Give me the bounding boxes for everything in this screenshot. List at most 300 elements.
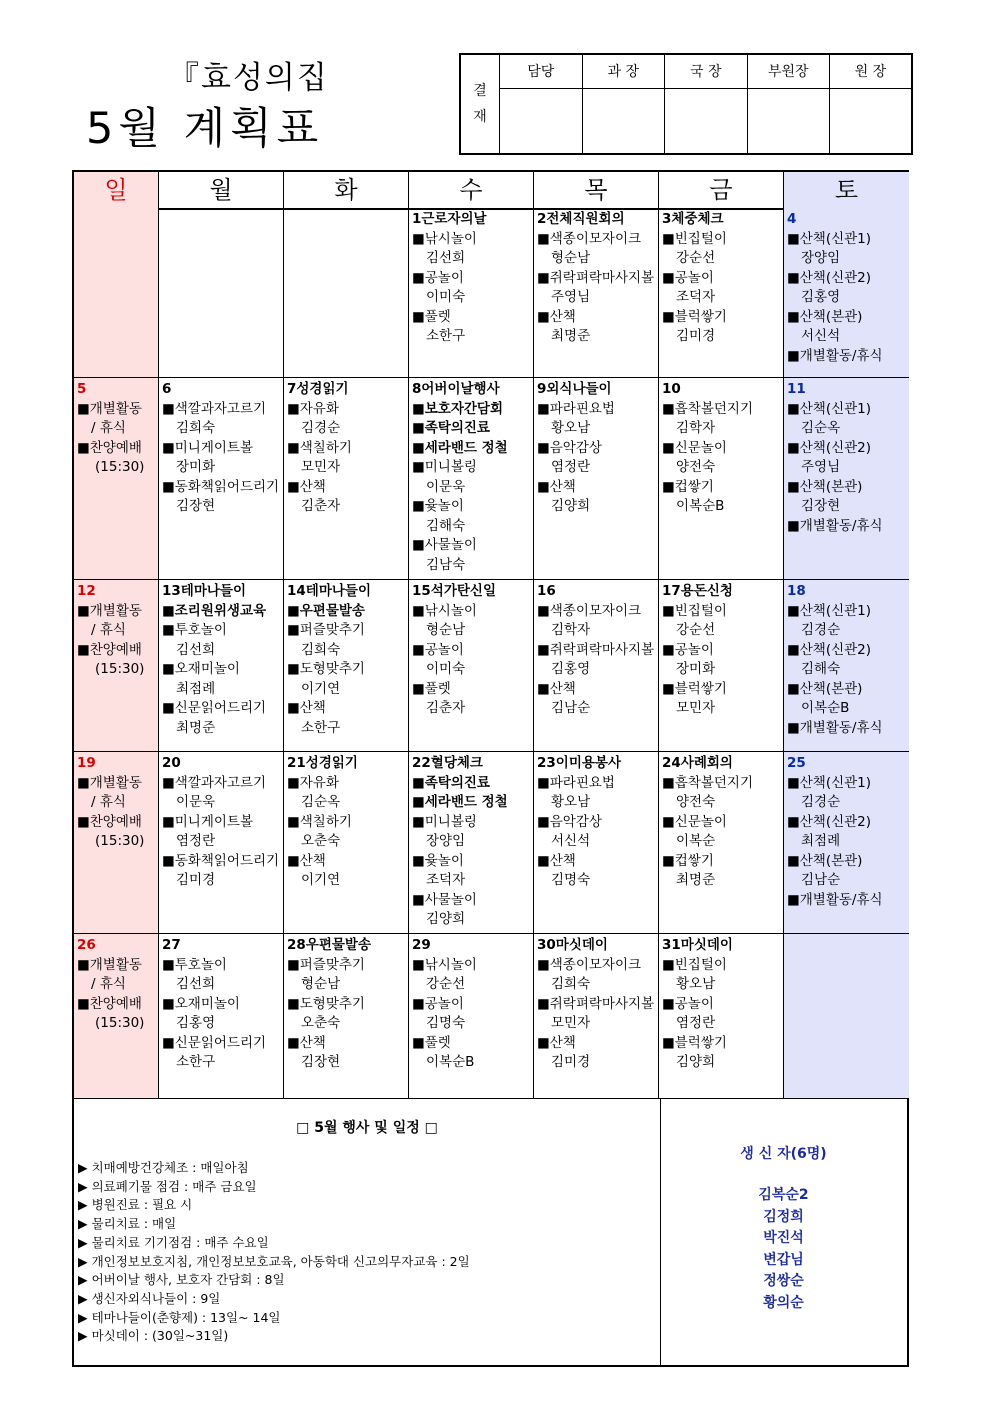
activity-detail: 김희숙 — [551, 976, 591, 992]
birthday-name: 변갑님 — [763, 1251, 804, 1268]
event-item: ▶ 개인정보보호지침, 개인정보보호교육, 아동학대 신고의무자교육 : 2일 — [78, 1253, 470, 1269]
activity-detail: 김남숙 — [426, 556, 466, 573]
activity-item: ■산책 — [287, 1034, 326, 1051]
activity-item: ■윷놀이 — [412, 852, 464, 869]
day-number: 12 — [77, 583, 96, 599]
activity-item: ■족탁의진료 — [412, 420, 490, 436]
activity-item: ■미니게이트볼 — [162, 439, 254, 456]
activity-detail: 김양희 — [551, 498, 591, 514]
day-number: 8어버이날행사 — [412, 381, 500, 397]
activity-item: ■풀렛 — [412, 1034, 451, 1051]
day-number: 28우편물발송 — [287, 937, 371, 953]
day-number: 29 — [412, 937, 431, 953]
event-item: ▶ 물리치료 : 매일 — [78, 1216, 177, 1232]
event-item: ▶ 테마나들이(춘향제) : 13일~ 14일 — [78, 1309, 281, 1325]
day-cell[interactable] — [659, 580, 784, 751]
weekday-6: 토 — [784, 172, 909, 208]
activity-detail: 김선희 — [176, 641, 216, 658]
day-cell[interactable] — [284, 580, 409, 751]
activity-detail: 황오남 — [551, 420, 591, 436]
activity-item: ■쥐락펴락마사지볼 — [537, 641, 655, 658]
activity-detail: / 휴식 — [91, 794, 126, 810]
activity-item: ■개별활동/휴식 — [787, 719, 883, 736]
activity-item: ■색종이모자이크 — [537, 230, 642, 247]
activity-detail: 오춘숙 — [301, 833, 341, 849]
activity-item: ■낚시놀이 — [412, 602, 477, 619]
activity-detail: 김미경 — [176, 872, 216, 888]
approval-col-2: 과 장 — [582, 54, 665, 88]
activity-item: ■산책(본관) — [787, 852, 863, 869]
activity-detail: 김미경 — [551, 1054, 591, 1070]
activity-detail: 장양임 — [426, 833, 466, 849]
activity-item: ■블럭쌓기 — [662, 308, 727, 325]
event-item: ▶ 치매예방건강체조 : 매일아침 — [78, 1160, 249, 1175]
birthday-list — [660, 1185, 907, 1314]
birthday-name: 정쌍순 — [763, 1273, 804, 1289]
activity-item: ■흡착볼던지기 — [662, 774, 754, 791]
activity-item: ■족탁의진료 — [412, 774, 490, 791]
activity-item: ■공놀이 — [412, 995, 464, 1012]
activity-item: ■개별활동 — [77, 774, 142, 791]
day-cell[interactable] — [784, 934, 909, 1098]
activity-detail: 최점례 — [176, 680, 216, 697]
birthday-title: 생 신 자(6명) — [740, 1146, 827, 1162]
birthday-name: 황의순 — [763, 1294, 804, 1311]
day-cell[interactable] — [284, 752, 409, 933]
approval-col-4: 부원장 — [747, 54, 830, 88]
activity-item: ■산책 — [537, 478, 576, 495]
activity-item: ■퍼즐맞추기 — [287, 956, 365, 973]
day-number: 14테마나들이 — [287, 583, 371, 599]
activity-item: ■사물놀이 — [412, 891, 477, 908]
activity-item: ■산책(신관1) — [787, 774, 872, 791]
week-row — [74, 580, 907, 752]
day-cell[interactable] — [74, 580, 159, 751]
activity-item: ■컵쌓기 — [662, 852, 714, 869]
day-cell[interactable] — [659, 378, 784, 579]
monthly-calendar — [72, 170, 909, 1367]
activity-item: ■오재미놀이 — [162, 995, 240, 1012]
day-cell[interactable] — [159, 208, 284, 377]
activity-item: ■오재미놀이 — [162, 661, 240, 677]
events-title: □ 5월 행사 및 일정 □ — [296, 1120, 438, 1136]
activity-detail: 김선희 — [176, 976, 216, 992]
activity-detail: 황오남 — [551, 794, 591, 810]
weekday-header — [74, 172, 907, 210]
activity-detail: 소한구 — [301, 719, 341, 736]
activity-item: ■공놀이 — [662, 641, 714, 658]
activity-item: ■음악감상 — [537, 813, 602, 830]
day-number: 13테마나들이 — [162, 583, 246, 599]
activity-item: ■신문읽어드리기 — [162, 700, 267, 716]
day-cell[interactable] — [74, 378, 159, 579]
day-cell[interactable] — [784, 378, 909, 579]
week-row — [74, 208, 907, 378]
day-number: 23이미용봉사 — [537, 755, 621, 771]
activity-detail: / 휴식 — [91, 420, 126, 436]
activity-item: ■색깔과자고르기 — [162, 774, 267, 791]
activity-item: ■찬양예배 — [77, 439, 142, 456]
day-cell[interactable] — [784, 580, 909, 751]
activity-detail: 모민자 — [676, 700, 716, 716]
activity-detail: 최점례 — [801, 833, 841, 849]
activity-item: ■색깔과자고르기 — [162, 400, 267, 417]
activity-detail: 김장현 — [176, 498, 216, 514]
activity-item: ■찬양예배 — [77, 995, 142, 1012]
activity-item: ■신문놀이 — [662, 439, 727, 456]
activity-item: ■빈집털이 — [662, 956, 727, 973]
activity-item: ■개별활동/휴식 — [787, 517, 883, 534]
activity-detail: 조덕자 — [676, 289, 716, 305]
activity-item: ■도형맞추기 — [287, 661, 365, 677]
activity-item: ■개별활동 — [77, 956, 142, 973]
activity-item: ■산책(신관1) — [787, 602, 872, 619]
activity-detail: 김미경 — [676, 328, 716, 344]
activity-item: ■찬양예배 — [77, 641, 142, 658]
event-item: ▶ 어버이날 행사, 보호자 간담회 : 8일 — [78, 1272, 285, 1288]
activity-detail: / 휴식 — [91, 976, 126, 992]
activity-item: ■산책 — [537, 308, 576, 325]
activity-item: ■미니게이트볼 — [162, 813, 254, 830]
activity-item: ■컵쌓기 — [662, 478, 714, 495]
activity-item: ■풀렛 — [412, 308, 451, 325]
activity-detail: 강순선 — [676, 250, 716, 266]
activity-detail: 김경순 — [801, 622, 841, 638]
activity-detail: 장양임 — [801, 250, 841, 266]
activity-item: ■빈집털이 — [662, 602, 727, 619]
activity-item: ■산책(신관2) — [787, 813, 872, 830]
activity-item: ■흡착볼던지기 — [662, 400, 754, 417]
title-line-1: 『효성의집 — [168, 60, 329, 96]
activity-item: ■쥐락펴락마사지볼 — [537, 995, 655, 1012]
day-number: 25 — [787, 755, 806, 771]
event-item: ▶ 의료폐기물 점검 : 매주 금요일 — [78, 1178, 257, 1194]
events-list — [78, 1159, 470, 1346]
approval-sign-2[interactable] — [582, 88, 665, 154]
activity-detail: 김남순 — [801, 872, 841, 888]
activity-item: ■공놀이 — [412, 641, 464, 658]
activity-detail: 김경순 — [301, 420, 341, 436]
activity-item: ■도형맞추기 — [287, 995, 365, 1012]
activity-detail: 김양희 — [676, 1054, 716, 1070]
activity-detail: 서신석 — [801, 328, 841, 344]
day-cell[interactable] — [159, 752, 284, 933]
activity-item: ■블럭쌓기 — [662, 680, 727, 697]
day-cell[interactable] — [659, 752, 784, 933]
activity-item: ■산책 — [287, 478, 326, 495]
day-cell[interactable] — [284, 208, 409, 377]
activity-item: ■낚시놀이 — [412, 230, 477, 247]
approval-col-1: 담당 — [500, 54, 583, 88]
day-cell[interactable] — [534, 934, 659, 1098]
activity-item: ■우편물발송 — [287, 602, 365, 619]
event-item: ▶ 병원진료 : 필요 시 — [78, 1197, 193, 1213]
activity-detail: 소한구 — [426, 328, 466, 344]
day-number: 5 — [77, 381, 87, 397]
day-number: 17용돈신청 — [662, 583, 733, 599]
approval-sign-1[interactable] — [500, 88, 583, 154]
day-cell[interactable] — [409, 208, 534, 377]
day-number: 20 — [162, 755, 181, 771]
activity-item: ■미니볼링 — [412, 459, 477, 475]
activity-detail: 김희숙 — [301, 641, 341, 658]
day-cell[interactable] — [74, 752, 159, 933]
day-cell[interactable] — [659, 208, 784, 377]
activity-detail: 김장현 — [301, 1054, 341, 1070]
day-number: 22혈당체크 — [412, 755, 483, 771]
day-number: 7성경읽기 — [287, 381, 349, 397]
activity-detail: 이미숙 — [426, 661, 466, 677]
day-cell[interactable] — [534, 580, 659, 751]
activity-item: ■쥐락펴락마사지볼 — [537, 269, 655, 286]
activity-detail: 강순선 — [426, 976, 466, 992]
approval-table — [459, 53, 913, 155]
day-number: 11 — [787, 381, 806, 397]
day-number: 15석가탄신일 — [412, 583, 496, 599]
activity-detail: (15:30) — [95, 1015, 145, 1031]
activity-item: ■신문읽어드리기 — [162, 1034, 267, 1051]
activity-detail: 이복순B — [426, 1054, 475, 1070]
activity-detail: 김순옥 — [801, 420, 841, 436]
event-item: ▶ 물리치료 기기점검 : 매주 수요일 — [78, 1234, 269, 1250]
activity-detail: 김홍영 — [801, 289, 841, 305]
day-number: 30마싯데이 — [537, 937, 608, 953]
activity-item: ■산책(본관) — [787, 308, 863, 325]
weekday-5: 금 — [659, 172, 784, 208]
activity-item: ■색종이모자이크 — [537, 602, 642, 619]
activity-detail: 주영님 — [551, 289, 591, 305]
weekday-4: 목 — [534, 172, 659, 208]
activity-detail: 김명숙 — [426, 1015, 466, 1031]
day-cell[interactable] — [159, 934, 284, 1098]
activity-item: ■산책(신관1) — [787, 400, 872, 417]
day-number: 2전체직원회의 — [537, 211, 625, 227]
activity-item: ■산책 — [537, 852, 576, 869]
activity-detail: 황오남 — [676, 976, 716, 992]
activity-detail: 양전숙 — [676, 459, 716, 475]
weekday-2: 화 — [284, 172, 409, 208]
activity-detail: 김희숙 — [176, 420, 216, 436]
activity-detail: 장미화 — [176, 459, 216, 475]
activity-detail: 소한구 — [176, 1054, 216, 1070]
activity-detail: 최명준 — [551, 328, 591, 344]
day-cell[interactable] — [409, 934, 534, 1098]
activity-item: ■동화책읽어드리기 — [162, 478, 280, 495]
activity-detail: 이복순 — [676, 833, 716, 849]
approval-sign-3[interactable] — [665, 88, 748, 154]
week-row — [74, 378, 907, 580]
day-number: 31마싯데이 — [662, 937, 733, 953]
activity-detail: 서신석 — [551, 833, 591, 849]
activity-detail: 김홍영 — [551, 661, 591, 677]
birthday-name: 박진석 — [763, 1230, 804, 1246]
activity-item: ■동화책읽어드리기 — [162, 852, 280, 869]
activity-detail: 주영님 — [801, 459, 841, 475]
activity-item: ■산책(신관2) — [787, 439, 872, 456]
activity-detail: 이미숙 — [426, 289, 466, 305]
day-number: 10 — [662, 381, 681, 397]
activity-item: ■색칠하기 — [287, 439, 352, 456]
footer — [74, 1099, 907, 1365]
day-number: 26 — [77, 937, 96, 953]
activity-detail: 김해숙 — [426, 517, 466, 534]
event-item: ▶ 생신자외식나들이 : 9일 — [78, 1290, 221, 1306]
activity-detail: 형순남 — [426, 622, 466, 638]
activity-detail: 김홍영 — [176, 1015, 216, 1031]
approval-sign-4[interactable] — [747, 88, 830, 154]
activity-item: ■보호자간담회 — [412, 400, 504, 417]
activity-detail: 이기연 — [301, 680, 341, 697]
activity-item: ■개별활동 — [77, 602, 142, 619]
activity-detail: 김남순 — [551, 700, 591, 716]
activity-item: ■파라핀요법 — [537, 400, 615, 417]
activity-item: ■파라핀요법 — [537, 774, 615, 791]
activity-detail: 김순옥 — [301, 794, 341, 810]
activity-item: ■공놀이 — [662, 269, 714, 286]
day-cell[interactable] — [284, 378, 409, 579]
activity-item: ■투호놀이 — [162, 956, 227, 973]
activity-detail: (15:30) — [95, 833, 145, 849]
week-row — [74, 934, 907, 1099]
activity-item: ■미니볼링 — [412, 813, 477, 830]
activity-detail: 이문욱 — [176, 794, 216, 810]
day-cell[interactable] — [534, 378, 659, 579]
activity-detail: / 휴식 — [91, 622, 126, 638]
birthday-name: 김정희 — [763, 1208, 804, 1225]
activity-detail: 염정란 — [176, 833, 216, 849]
day-number: 16 — [537, 583, 556, 599]
activity-detail: 김학자 — [676, 420, 716, 436]
activity-detail: 이문욱 — [426, 478, 466, 495]
activity-detail: 최명준 — [676, 872, 716, 888]
weekday-1: 월 — [159, 172, 284, 208]
activity-item: ■낚시놀이 — [412, 956, 477, 973]
day-cell[interactable] — [784, 752, 909, 933]
activity-detail: 강순선 — [676, 622, 716, 638]
approval-sign-5[interactable] — [830, 88, 913, 154]
activity-item: ■음악감상 — [537, 439, 602, 456]
day-cell[interactable] — [159, 378, 284, 579]
weekday-3: 수 — [409, 172, 534, 208]
day-cell[interactable] — [409, 752, 534, 933]
activity-detail: 이복순B — [801, 700, 850, 716]
day-number: 18 — [787, 583, 806, 599]
activity-item: ■블럭쌓기 — [662, 1034, 727, 1051]
activity-detail: 형순남 — [301, 976, 341, 992]
activity-item: ■산책(신관2) — [787, 269, 872, 286]
activity-detail: 김학자 — [551, 622, 591, 638]
activity-detail: 모민자 — [551, 1015, 591, 1031]
title-line-2: 5월 계획표 — [86, 104, 324, 154]
birthday-name: 김복순2 — [758, 1187, 809, 1203]
activity-item: ■사물놀이 — [412, 537, 477, 553]
activity-item: ■찬양예배 — [77, 813, 142, 830]
activity-detail: 염정란 — [551, 459, 591, 475]
day-cell[interactable] — [284, 934, 409, 1098]
activity-item: ■세라밴드 정철 — [412, 439, 508, 456]
activity-item: ■개별활동/휴식 — [787, 347, 883, 364]
day-cell[interactable] — [74, 208, 159, 377]
activity-item: ■자유화 — [287, 400, 339, 417]
approval-col-3: 국 장 — [665, 54, 748, 88]
activity-detail: 김경순 — [801, 794, 841, 810]
day-number: 6 — [162, 381, 172, 397]
day-number: 21성경읽기 — [287, 755, 358, 771]
activity-item: ■산책 — [287, 700, 326, 716]
day-cell[interactable] — [534, 752, 659, 933]
activity-detail: 형순남 — [551, 250, 591, 266]
birthday-panel — [660, 1099, 907, 1365]
activity-item: ■개별활동/휴식 — [787, 891, 883, 908]
activity-detail: 김선희 — [426, 250, 466, 266]
activity-item: ■윷놀이 — [412, 498, 464, 514]
day-number: 19 — [77, 755, 96, 771]
activity-item: ■산책(신관2) — [787, 641, 872, 658]
activity-item: ■신문놀이 — [662, 813, 727, 830]
activity-detail: 양전숙 — [676, 794, 716, 810]
activity-item: ■색종이모자이크 — [537, 956, 642, 973]
activity-item: ■공놀이 — [412, 269, 464, 286]
activity-item: ■산책(신관1) — [787, 230, 872, 247]
activity-detail: (15:30) — [95, 459, 145, 475]
week-row — [74, 752, 907, 934]
activity-detail: 김장현 — [801, 498, 841, 514]
activity-item: ■투호놀이 — [162, 622, 227, 638]
day-number: 9외식나들이 — [537, 381, 612, 397]
approval-label: 결 재 — [460, 54, 500, 154]
day-cell[interactable] — [659, 934, 784, 1098]
weekday-0: 일 — [74, 172, 159, 208]
activity-item: ■조리원위생교육 — [162, 602, 267, 619]
activity-detail: 조덕자 — [426, 872, 466, 888]
day-cell[interactable] — [409, 378, 534, 579]
day-cell[interactable] — [74, 934, 159, 1098]
activity-detail: 김해숙 — [801, 661, 841, 677]
activity-detail: 오춘숙 — [301, 1015, 341, 1031]
day-cell[interactable] — [159, 580, 284, 751]
activity-item: ■산책(본관) — [787, 680, 863, 697]
activity-item: ■색칠하기 — [287, 813, 352, 830]
activity-detail: 모민자 — [301, 459, 341, 475]
day-number: 27 — [162, 937, 181, 953]
activity-detail: 이기연 — [301, 872, 341, 888]
day-number: 3체중체크 — [662, 211, 724, 227]
events-panel — [74, 1099, 661, 1365]
activity-item: ■공놀이 — [662, 995, 714, 1012]
day-cell[interactable] — [534, 208, 659, 377]
approval-col-5: 원 장 — [830, 54, 913, 88]
activity-item: ■풀렛 — [412, 680, 451, 697]
activity-item: ■자유화 — [287, 774, 339, 791]
activity-item: ■세라밴드 정철 — [412, 794, 508, 810]
day-cell[interactable] — [784, 208, 909, 377]
activity-detail: 염정란 — [676, 1015, 716, 1031]
activity-detail: 김명숙 — [551, 872, 591, 888]
activity-detail: 이복순B — [676, 498, 725, 514]
event-item: ▶ 마싯데이 : (30일~31일) — [78, 1328, 229, 1344]
day-cell[interactable] — [409, 580, 534, 751]
activity-item: ■개별활동 — [77, 400, 142, 417]
activity-item: ■산책(본관) — [787, 478, 863, 495]
day-number: 24사례회의 — [662, 755, 733, 771]
activity-detail: 김양희 — [426, 911, 466, 927]
activity-item: ■산책 — [287, 852, 326, 869]
activity-detail: 김춘자 — [426, 700, 466, 716]
activity-item: ■산책 — [537, 1034, 576, 1051]
activity-detail: 최명준 — [176, 719, 216, 736]
activity-item: ■산책 — [537, 680, 576, 697]
day-number: 1근로자의날 — [412, 211, 487, 227]
